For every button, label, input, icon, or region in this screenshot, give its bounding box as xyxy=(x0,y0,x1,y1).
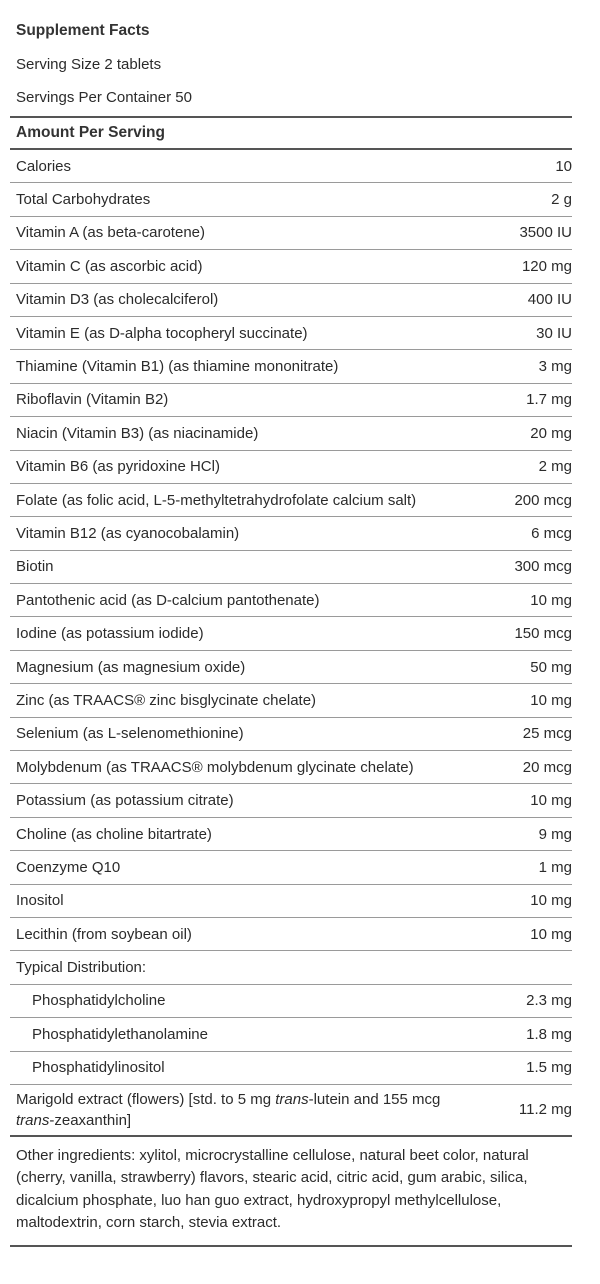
nutrient-name: Molybdenum (as TRAACS® molybdenum glycinate chelate) xyxy=(16,758,414,776)
serving-size: Serving Size 2 tablets xyxy=(16,56,162,73)
table-row xyxy=(10,784,572,817)
nutrient-name: Phosphatidylinositol xyxy=(32,1059,165,1077)
marigold-name xyxy=(16,1089,519,1131)
nutrient-name: Choline (as choline bitartrate) xyxy=(16,825,212,843)
nutrient-amount: 1.8 mg xyxy=(526,1025,572,1043)
nutrient-name: Zinc (as TRAACS® zinc bisglycinate chelate) xyxy=(16,691,317,709)
nutrient-name: Pantothenic acid (as D-calcium pantothenate) xyxy=(16,591,320,609)
table-row xyxy=(10,918,572,951)
table-row xyxy=(10,217,572,250)
nutrient-amount: 150 mcg xyxy=(514,625,572,643)
amount-per-serving-header: Amount Per Serving xyxy=(10,116,572,150)
nutrient-name: Potassium (as potassium citrate) xyxy=(16,792,234,810)
nutrient-name: Phosphatidylethanolamine xyxy=(32,1025,208,1043)
nutrient-amount: 10 mg xyxy=(530,892,572,910)
table-row xyxy=(10,150,572,183)
nutrient-amount: 1.5 mg xyxy=(526,1059,572,1077)
supplement-facts-panel xyxy=(10,14,572,1247)
table-row xyxy=(10,451,572,484)
nutrient-amount: 1.7 mg xyxy=(526,391,572,409)
nutrient-name: Lecithin (from soybean oil) xyxy=(16,925,192,943)
table-row xyxy=(10,484,572,517)
nutrient-name: Vitamin A (as beta-carotene) xyxy=(16,224,205,242)
nutrient-name: Iodine (as potassium iodide) xyxy=(16,625,204,643)
table-row xyxy=(10,818,572,851)
table-row xyxy=(10,617,572,650)
table-row xyxy=(10,885,572,918)
nutrient-amount: 400 IU xyxy=(527,291,572,309)
table-row xyxy=(10,517,572,550)
table-row xyxy=(10,718,572,751)
nutrient-amount: 10 mg xyxy=(530,591,572,609)
table-row xyxy=(10,1018,572,1051)
nutrient-amount: 20 mcg xyxy=(522,758,572,776)
nutrient-name: Total Carbohydrates xyxy=(16,191,151,209)
table-row xyxy=(10,183,572,216)
table-row xyxy=(10,985,572,1018)
nutrient-name: Coenzyme Q10 xyxy=(16,858,121,876)
nutrient-amount: 6 mcg xyxy=(531,524,572,542)
nutrient-name: Calories xyxy=(16,157,72,175)
other-ingredients: Other ingredients: xylitol, microcrystalline cellulose, natural beet color, natural (cherry, vanilla, strawberry) flavors, stearic acid, citric acid, gum arabic, silica, dicalcium phosphate, luo han guo extract, hydroxypropyl methylcellulose, maltodextrin, corn starch, stevia extract. xyxy=(10,1137,572,1247)
table-row xyxy=(10,1052,572,1085)
nutrient-amount: 3 mg xyxy=(538,358,572,376)
nutrient-amount: 2 g xyxy=(551,191,572,209)
nutrient-amount: 2 mg xyxy=(538,458,572,476)
typical-distribution-row xyxy=(10,951,572,984)
nutrient-rows xyxy=(10,150,572,951)
table-row xyxy=(10,384,572,417)
nutrient-amount: 10 xyxy=(555,157,572,175)
marigold-italic-2: trans xyxy=(16,1111,50,1129)
distribution-rows xyxy=(10,985,572,1085)
marigold-italic-1: trans xyxy=(275,1090,309,1108)
table-row xyxy=(10,417,572,450)
nutrient-amount: 200 mcg xyxy=(514,491,572,509)
nutrient-amount: 120 mg xyxy=(521,257,572,275)
nutrient-amount: 1 mg xyxy=(538,858,572,876)
nutrient-amount: 10 mg xyxy=(530,925,572,943)
nutrient-name: Vitamin D3 (as cholecalciferol) xyxy=(16,291,219,309)
table-row xyxy=(10,584,572,617)
nutrient-name: Magnesium (as magnesium oxide) xyxy=(16,658,246,676)
nutrient-name: Inositol xyxy=(16,892,64,910)
table-row xyxy=(10,651,572,684)
table-row xyxy=(10,350,572,383)
typical-distribution-label: Typical Distribution: xyxy=(16,959,147,977)
nutrient-name: Vitamin B6 (as pyridoxine HCl) xyxy=(16,458,220,476)
table-row xyxy=(10,851,572,884)
marigold-text-1: Marigold extract (flowers) [std. to 5 mg xyxy=(16,1090,276,1108)
table-row xyxy=(10,317,572,350)
nutrient-amount: 30 IU xyxy=(536,324,572,342)
nutrient-amount: 50 mg xyxy=(530,658,572,676)
nutrient-amount: 2.3 mg xyxy=(526,992,572,1010)
table-row xyxy=(10,751,572,784)
marigold-amount: 11.2 mg xyxy=(518,1101,572,1119)
marigold-text-3: -zeaxanthin] xyxy=(49,1111,132,1129)
nutrient-amount: 10 mg xyxy=(530,691,572,709)
marigold-text-2: -lutein and 155 mcg xyxy=(308,1090,441,1108)
nutrient-name: Niacin (Vitamin B3) (as niacinamide) xyxy=(16,424,259,442)
table-row xyxy=(10,551,572,584)
nutrient-name: Vitamin B12 (as cyanocobalamin) xyxy=(16,524,240,542)
nutrient-name: Biotin xyxy=(16,558,54,576)
nutrient-amount: 10 mg xyxy=(530,792,572,810)
nutrient-name: Vitamin E (as D-alpha tocopheryl succinate) xyxy=(16,324,308,342)
nutrient-amount: 3500 IU xyxy=(519,224,572,242)
table-row xyxy=(10,684,572,717)
nutrient-amount: 25 mcg xyxy=(522,725,572,743)
nutrient-amount: 300 mcg xyxy=(514,558,572,576)
nutrient-name: Vitamin C (as ascorbic acid) xyxy=(16,257,203,275)
nutrient-name: Riboflavin (Vitamin B2) xyxy=(16,391,169,409)
marigold-row xyxy=(10,1085,572,1137)
servings-per-container: Servings Per Container 50 xyxy=(16,89,192,106)
nutrient-name: Folate (as folic acid, L-5-methyltetrahydrofolate calcium salt) xyxy=(16,491,417,509)
nutrient-amount: 9 mg xyxy=(538,825,572,843)
panel-title: Supplement Facts xyxy=(16,22,150,39)
nutrient-name: Thiamine (Vitamin B1) (as thiamine mononitrate) xyxy=(16,358,339,376)
nutrient-name: Phosphatidylcholine xyxy=(32,992,166,1010)
nutrient-amount: 20 mg xyxy=(530,424,572,442)
nutrient-name: Selenium (as L-selenomethionine) xyxy=(16,725,244,743)
table-row xyxy=(10,284,572,317)
table-row xyxy=(10,250,572,283)
